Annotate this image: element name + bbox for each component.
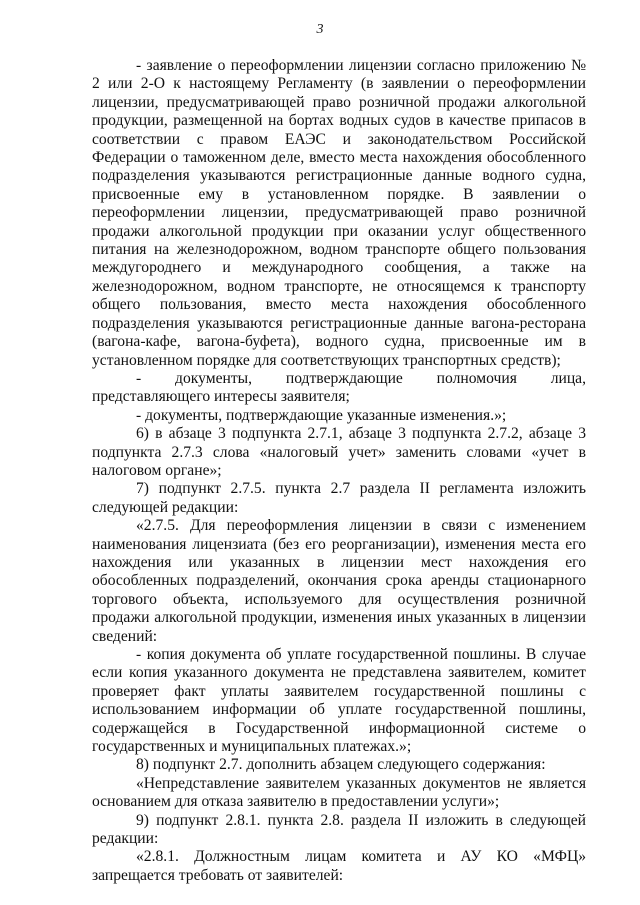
paragraph-2-7-5: «2.7.5. Для переоформления лицензии в связи с изменением наименования лицензиата (без его реорганизации), изменения места его нахождения или указанных в лицензии мест нахождения его обособленных подразделений, окончания срока аренды стационарного торгового объекта, используемого для осуществления розничной продажи алкогольной продукции, изменения иных указанных в лицензии сведений: bbox=[92, 517, 586, 645]
paragraph-item-9: 9) подпункт 2.8.1. пункта 2.8. раздела II изложить в следующей редакции: bbox=[92, 811, 586, 848]
paragraph-2-8-1: «2.8.1. Должностным лицам комитета и АУ КО «МФЦ» запрещается требовать от заявителей: bbox=[92, 848, 586, 884]
page-number: 3 bbox=[316, 22, 324, 37]
paragraph-authority-documents: - документы, подтверждающие полномочия лица, представляющего интересы заявителя; bbox=[92, 369, 586, 406]
paragraph-item-6: 6) в абзаце 3 подпункта 2.7.1, абзаце 3 подпункта 2.7.2, абзаце 3 подпункта 2.7.3 слова «налоговый учет» заменить словами «учет в налоговом органе»; bbox=[92, 425, 586, 479]
paragraph-change-documents: - документы, подтверждающие указанные изменения.»; bbox=[136, 406, 507, 424]
document-body bbox=[92, 57, 586, 885]
paragraph-item-7: 7) подпункт 2.7.5. пункта 2.7 раздела II регламента изложить следующей редакции: bbox=[92, 480, 586, 516]
paragraph-application-form: - заявление о переоформлении лицензии согласно приложению № 2 или 2-О к настоящему Регламенту (в заявлении о переоформлении лицензии, предусматривающей право розничной продажи алкогольной продукции, размещенной на бортах водных судов в качестве припасов в соответствии с правом ЕАЭС и законодательством Российской Федерации о таможенном деле, вместо места нахождения обособленного подразделения указываются регистрационные данные водного судна, присвоенные ему в установленном порядке. В заявлении о переоформлении лицензии, предусматривающей право розничной продажи алкогольной продукции при оказании услуг общественного питания на железнодорожном, водном транспорте общего пользования междугороднего и международного сообщения, а также на железнодорожном, водном транспорте, не относящемся к транспорту общего пользования, вместо места нахождения обособленного подразделения указываются регистрационные данные вагона-ресторана (вагона-кафе, вагона-буфета), водного судна, присвоенные им в установленном порядке для соответствующих транспортных средств); bbox=[92, 57, 586, 369]
paragraph-item-8: 8) подпункт 2.7. дополнить абзацем следующего содержания: bbox=[136, 756, 546, 774]
paragraph-non-submission: «Непредставление заявителем указанных документов не является основанием для отказа заявителю в предоставлении услуги»; bbox=[92, 774, 586, 811]
paragraph-state-duty: - копия документа об уплате государственной пошлины. В случае если копия указанного документа не представлена заявителем, комитет проверяет факт уплаты заявителем государственной пошлины с использованием информации об уплате государственной пошлины, содержащейся в Государственной информационной системе о государственных и муниципальных платежах.»; bbox=[92, 646, 586, 756]
